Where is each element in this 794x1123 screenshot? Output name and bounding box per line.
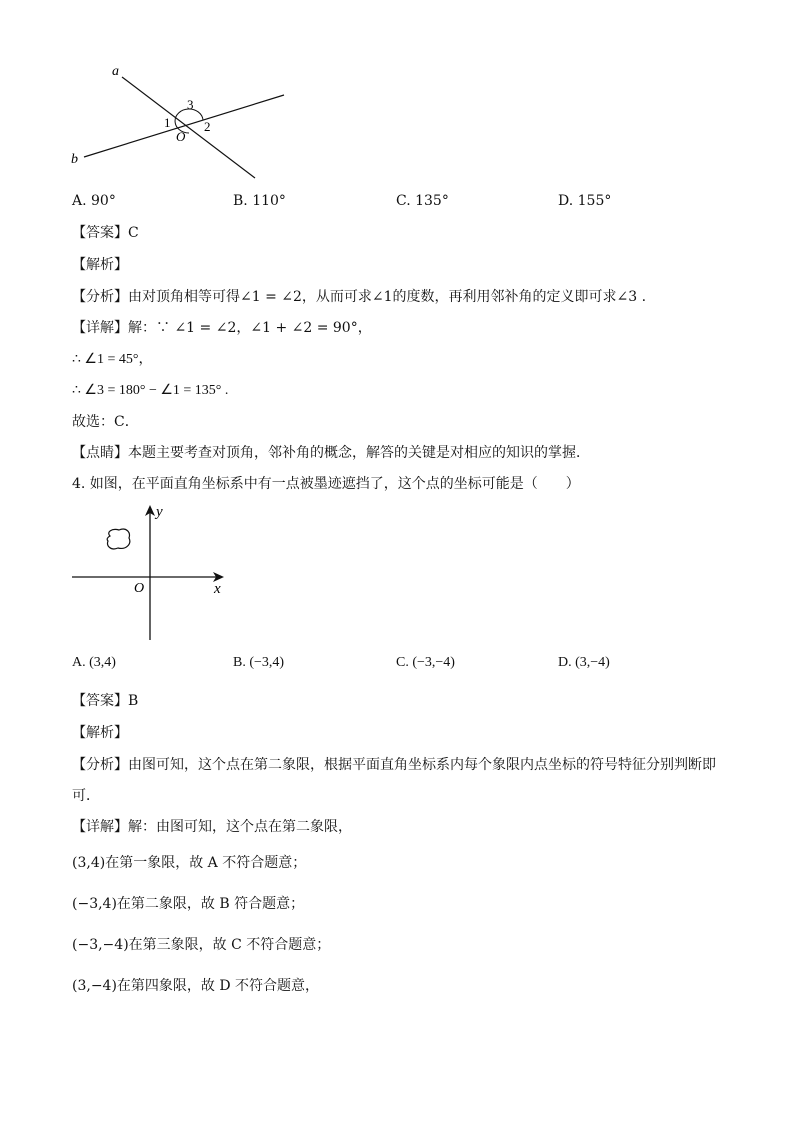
q3-option-b: B. 110° [233,193,286,209]
label-1: 1 [164,115,171,130]
q3-jiexi: 【解析】 [72,257,128,273]
label-origin: O [134,581,145,596]
q3-step1: ∴ ∠1 = 45°， [72,352,153,367]
label-o: O [176,129,186,144]
q4-line1: (3,4)在第一象限，故 A 不符合题意； [72,855,307,871]
q4-option-c: C. (−3,−4) [396,655,455,670]
label-b: b [71,152,78,167]
label-3: 3 [187,97,194,112]
q3-fenxi: 【分析】由对顶角相等可得∠1 = ∠2，从而可求∠1的度数，再利用邻补角的定义即可求∠3 . [72,289,647,305]
q4-fenxi-line2: 可． [72,788,100,804]
intersecting-lines-figure [60,55,300,185]
q3-option-a: A. 90° [72,193,116,209]
line-a [122,77,255,178]
q4-line3: (−3,−4)在第三象限，故 C 不符合题意； [72,937,331,953]
q3-option-c: C. 135° [396,193,449,209]
q4-line4: (3,−4)在第四象限，故 D 不符合题意， [72,978,320,994]
q3-option-d: D. 155° [558,193,612,209]
q4-answer: 【答案】B [72,693,139,709]
ink-blot [107,529,130,549]
q4-xiangjie: 【详解】解：由图可知，这个点在第二象限， [72,819,352,835]
coordinate-figure [66,500,246,645]
label-a: a [112,64,119,79]
line-b [84,95,284,157]
label-2: 2 [204,119,211,134]
q4-jiexi: 【解析】 [72,725,128,741]
q3-answer: 【答案】C [72,225,139,241]
q4-stem: 4. 如图，在平面直角坐标系中有一点被墨迹遮挡了，这个点的坐标可能是（ ） [72,476,580,492]
q4-option-a: A. (3,4) [72,655,116,670]
q4-option-b: B. (−3,4) [233,655,285,670]
q4-fenxi-line1: 【分析】由图可知，这个点在第二象限，根据平面直角坐标系内每个象限内点坐标的符号特征分别判断即 [72,757,716,773]
label-x: x [214,581,221,597]
q4-option-d: D. (3,−4) [558,655,610,670]
q4-line2: (−3,4)在第二象限，故 B 符合题意； [72,896,305,912]
q3-guxuan: 故选：C． [72,414,139,430]
q3-dianjing: 【点睛】本题主要考查对顶角，邻补角的概念，解答的关键是对相应的知识的掌握． [72,445,590,461]
q3-xiangjie: 【详解】解：∵ ∠1 = ∠2，∠1 + ∠2 = 90°， [72,320,372,336]
q3-step2: ∴ ∠3 = 180° − ∠1 = 135° . [72,383,229,398]
label-y: y [156,504,163,520]
